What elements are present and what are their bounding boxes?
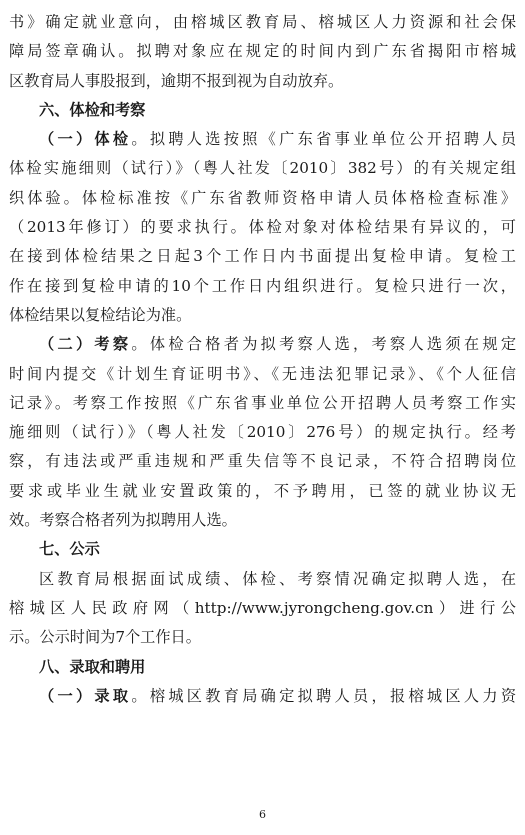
text-line: 书》确定就业意向，由榕城区教育局、榕城区人力资源和社会保 [9,13,516,31]
text-line: 榕城区人民政府网（http://www.jyrongcheng.gov.cn）进行公 [9,598,516,617]
text-line: 障局签章确认。拟聘对象应在规定的时间内到广东省揭阳市榕城 [9,42,516,61]
document-body [9,8,516,711]
section-heading-publicity: 七、公示 [39,540,100,559]
clause-number: （一） [39,130,95,149]
clause-text: 。拟聘人选按照《广东省事业单位公开招聘人员 [131,130,516,149]
text-line: 记录》。考察工作按照《广东省事业单位公开招聘人员考察工作实 [9,393,516,412]
section-heading-hiring: 八、录取和聘用 [39,657,146,676]
clause-title: 录取 [94,686,132,705]
text-line: 体检实施细则（试行）》（粤人社发〔2010〕382号）的有关规定组 [9,159,516,178]
text-line [9,125,516,154]
clause-text: 。体检合格者为拟考察人选，考察人选须在规定 [131,335,516,354]
text-line: 要求或毕业生就业安置政策的，不予聘用，已签的就业协议无 [9,481,516,500]
page-number: 6 [259,808,266,821]
text-line: 效。考察合格者列为拟聘用人选。 [9,511,237,530]
text-line: 区教育局人事股报到，逾期不报到视为自动放弃。 [9,71,344,90]
text-line: 区教育局根据面试成绩、体检、考察情况确定拟聘人选，在 [39,569,516,588]
text-line: 时间内提交《计划生育证明书》、《无违法犯罪记录》、《个人征信 [9,364,516,383]
clause-title: 考察 [94,335,132,354]
text-line: 在接到体检结果之日起3个工作日内书面提出复检申请。复检工 [9,247,516,266]
text-line: 织体验。体检标准按《广东省教师资格申请人员体格检查标准》 [9,188,516,207]
text-line [9,330,516,359]
text-line: （2013年修订）的要求执行。体检对象对体检结果有异议的，可 [9,218,516,237]
section-heading-physical-exam: 六、体检和考察 [39,100,146,119]
clause-number: （二） [39,335,95,354]
clause-title: 体检 [94,130,132,149]
text-line: 体检结果以复检结论为准。 [9,305,192,324]
clause-text: 。榕城区教育局确定拟聘人员，报榕城区人力资 [131,686,516,705]
text-line: 示。公示时间为7个工作日。 [9,628,201,647]
text-line: 察，有违法或严重违规和严重失信等不良记录，不符合招聘岗位 [9,452,516,471]
clause-number: （一） [39,686,95,705]
text-line: 施细则（试行）》（粤人社发〔2010〕276号）的规定执行。经考 [9,423,516,442]
text-line [9,682,516,711]
text-line: 作在接到复检申请的10个工作日内组织进行。复检只进行一次， [9,276,516,295]
